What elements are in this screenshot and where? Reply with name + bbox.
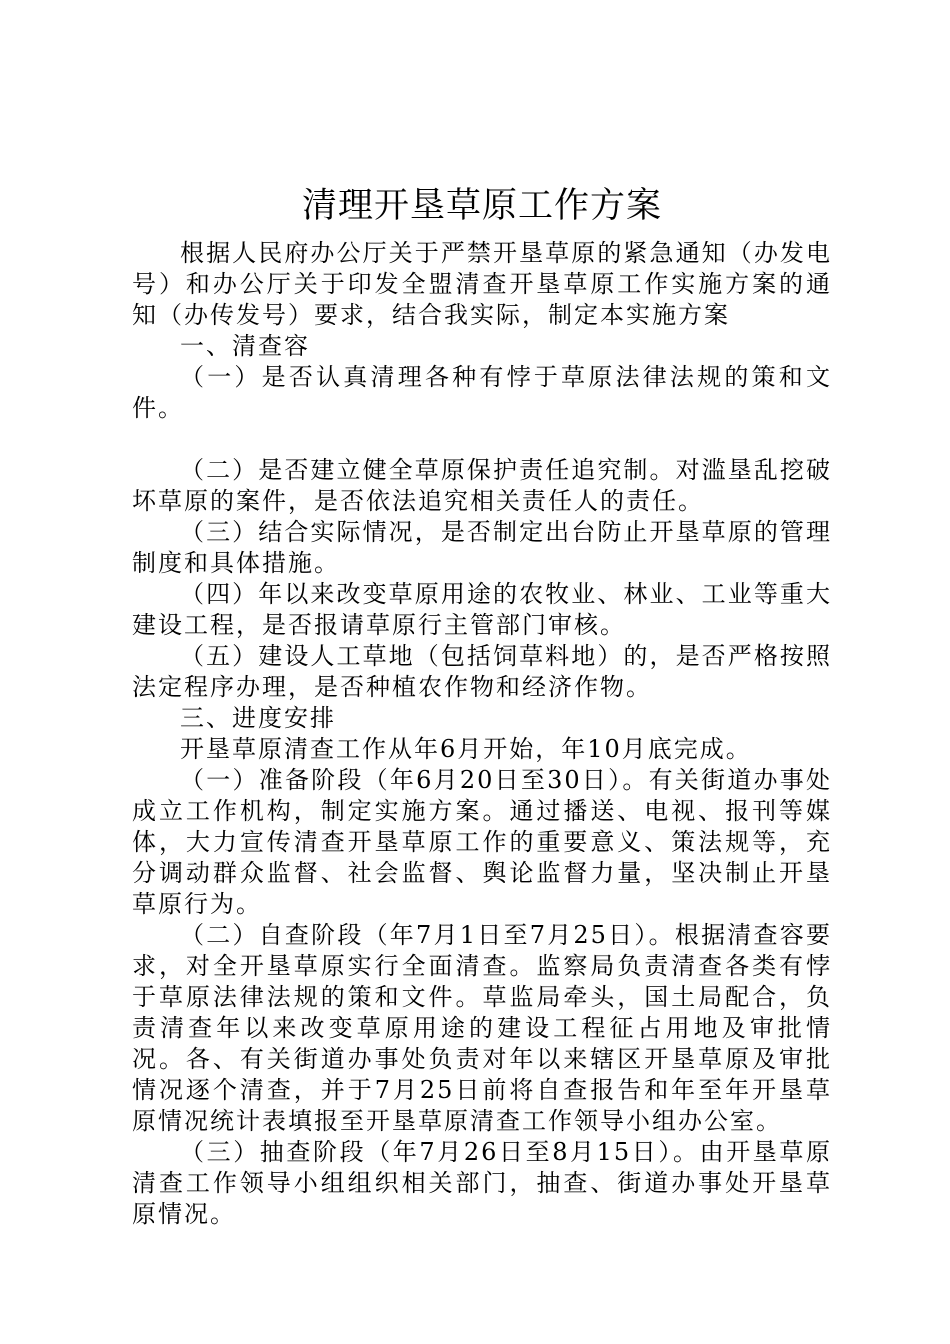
document-title: 清理开垦草原工作方案: [301, 186, 662, 226]
paragraph-schedule-intro: 开垦草原清查工作从年6月开始，年10月底完成。: [180, 735, 752, 763]
paragraph-item-5: （五）建设人工草地（包括饲草料地）的，是否严格按照法定程序办理，是否种植农作物和经济作物。: [132, 642, 832, 701]
document-page: [132, 182, 832, 1230]
paragraph-item-4: （四）年以来改变草原用途的农牧业、林业、工业等重大建设工程，是否报请草原行主管部门审核。: [132, 580, 832, 639]
paragraph-stage-prepare: （一）准备阶段（年6月20日至30日）。有关街道办事处成立工作机构，制定实施方案。通过播送、电视、报刊等媒体，大力宣传清查开垦草原工作的重要意义、策法规等，充分调动群众监督、社会监督、舆论监督力量，坚决制止开垦草原行为。: [132, 766, 832, 918]
paragraph-item-3: （三）结合实际情况，是否制定出台防止开垦草原的管理制度和具体措施。: [132, 518, 832, 577]
paragraph-stage-self-check: （二）自查阶段（年7月1日至7月25日）。根据清查容要求，对全开垦草原实行全面清查。监察局负责清查各类有悖于草原法律法规的策和文件。草监局牵头，国土局配合，负责清查年以来改变草原用途的建设工程征占用地及审批情况。各、有关街道办事处负责对年以来辖区开垦草原及审批情况逐个清查，并于7月25日前将自查报告和年至年开垦草原情况统计表填报至开垦草原清查工作领导小组办公室。: [132, 921, 832, 1135]
section-heading-content: 一、清查容: [180, 332, 310, 360]
paragraph-item-1: （一）是否认真清理各种有悖于草原法律法规的策和文件。: [132, 363, 832, 422]
paragraph-item-2: （二）是否建立健全草原保护责任追究制。对滥垦乱挖破坏草原的案件，是否依法追究相关责任人的责任。: [132, 456, 832, 515]
section-heading-schedule: 三、进度安排: [180, 704, 336, 732]
paragraph-intro: 根据人民府办公厅关于严禁开垦草原的紧急通知（办发电号）和办公厅关于印发全盟清查开垦草原工作实施方案的通知（办传发号）要求，结合我实际，制定本实施方案: [132, 239, 832, 329]
paragraph-stage-spot-check: （三）抽查阶段（年7月26日至8月15日）。由开垦草原清查工作领导小组组织相关部门，抽查、街道办事处开垦草原情况。: [132, 1138, 832, 1228]
